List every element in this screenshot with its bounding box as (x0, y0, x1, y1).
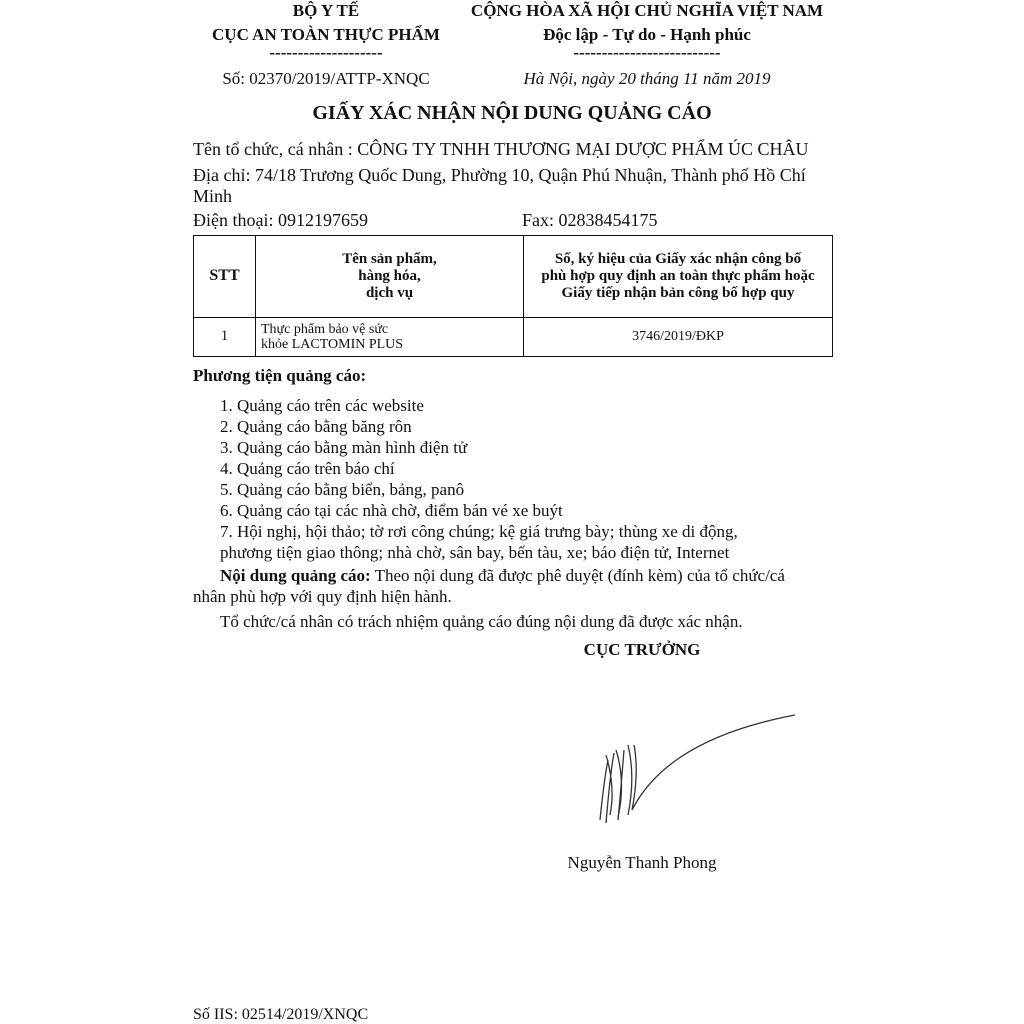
media-item: 2. Quảng cáo bằng băng rôn (220, 417, 412, 436)
org-phone: Điện thoại: 0912197659 (193, 210, 368, 230)
cell-stt: 1 (194, 318, 256, 357)
content-line1 (220, 567, 785, 584)
media-heading: Phương tiện quảng cáo: (193, 366, 367, 385)
ministry: BỘ Y TẾ (292, 1, 360, 20)
header-certificate: Số, ký hiệu của Giấy xác nhận công bố phù hợp quy định an toàn thực phẩm hoặc Giấy tiếp nhận bản công bố hợp quy (524, 236, 833, 318)
content-label: Nội dung quảng cáo: (220, 566, 371, 585)
cell-code: 3746/2019/ĐKP (524, 318, 833, 357)
org-name: Tên tổ chức, cá nhân : CÔNG TY TNHH THƯƠNG MẠI DƯỢC PHẨM ÚC CHÂU (193, 139, 809, 159)
cell-product (256, 318, 524, 357)
motto: Độc lập - Tự do - Hạnh phúc (543, 25, 751, 44)
right-separator: -------------------------- (573, 43, 721, 62)
place-date: Hà Nội, ngày 20 tháng 11 năm 2019 (523, 69, 771, 88)
media-item: 3. Quảng cáo bằng màn hình điện tử (220, 438, 468, 457)
signer-role: CỤC TRƯỞNG (583, 640, 701, 659)
media-item: 1. Quảng cáo trên các website (220, 396, 424, 415)
product-line2: khỏe LACTOMIN PLUS (261, 337, 404, 352)
media-item: 6. Quảng cáo tại các nhà chờ, điểm bán vé xe buýt (220, 501, 563, 520)
nation-name: CỘNG HÒA XÃ HỘI CHỦ NGHĨA VIỆT NAM (470, 1, 824, 20)
signer-name: Nguyễn Thanh Phong (567, 853, 717, 872)
org-address: Địa chỉ: 74/18 Trương Quốc Dung, Phường 10, Quận Phú Nhuận, Thành phố Hồ Chí (193, 165, 806, 185)
org-fax: Fax: 02838454175 (522, 210, 658, 230)
org-address-cont: Minh (193, 186, 233, 206)
document-number: Số: 02370/2019/ATTP-XNQC (222, 69, 430, 88)
document-title: GIẤY XÁC NHẬN NỘI DUNG QUẢNG CÁO (312, 102, 712, 124)
header-product: Tên sản phẩm, hàng hóa, dịch vụ (256, 236, 524, 318)
left-separator: -------------------- (269, 43, 383, 62)
handwritten-signature (590, 705, 810, 830)
table-header-row (194, 236, 833, 318)
content-line2: nhân phù hợp với quy định hiện hành. (193, 587, 452, 606)
department: CỤC AN TOÀN THỰC PHẨM (212, 25, 440, 44)
media-item: 5. Quảng cáo bằng biển, bảng, panô (220, 480, 465, 499)
content-text: Theo nội dung đã được phê duyệt (đính kèm) của tổ chức/cá (370, 566, 785, 585)
footer-iis-number: Số IIS: 02514/2019/XNQC (193, 1006, 369, 1023)
header-stt: STT (194, 236, 256, 318)
product-table (193, 235, 833, 357)
responsibility-note: Tổ chức/cá nhân có trách nhiệm quảng cáo đúng nội dung đã được xác nhận. (220, 612, 743, 631)
media-item: 4. Quảng cáo trên báo chí (220, 459, 395, 478)
media-item-cont: phương tiện giao thông; nhà chờ, sân bay, bến tàu, xe; báo điện tử, Internet (220, 543, 730, 562)
table-row (194, 318, 833, 357)
media-item: 7. Hội nghị, hội thảo; tờ rơi công chúng; kệ giá trưng bày; thùng xe di động, (220, 522, 738, 541)
product-line1: Thực phẩm bảo vệ sức (261, 321, 389, 337)
